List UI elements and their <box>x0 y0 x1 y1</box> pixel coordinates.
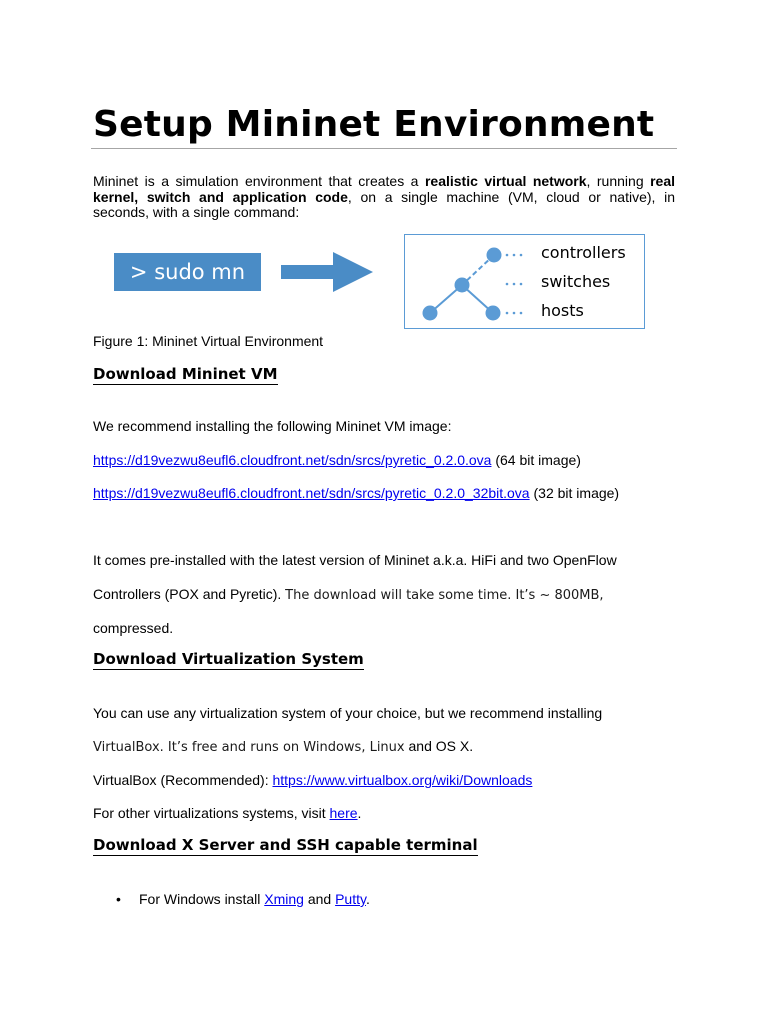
vm-link-32[interactable]: https://d19vezwu8eufl6.cloudfront.net/sdn/srcs/pyretic_0.2.0_32bit.ova <box>93 485 530 501</box>
here-link[interactable]: here <box>329 805 358 821</box>
heading-download-vm: Download Mininet VM <box>93 365 278 383</box>
virtualbox-row: VirtualBox (Recommended): https://www.virtualbox.org/wiki/Downloads <box>93 772 533 788</box>
putty-link[interactable]: Putty <box>335 891 366 907</box>
page-title: Setup Mininet Environment <box>93 104 655 145</box>
right-arrow-icon <box>281 252 373 292</box>
label-controllers: controllers <box>541 243 626 262</box>
topology-diagram <box>404 234 645 329</box>
preinstalled-line-2: Controllers (POX and Pyretic). The download will take some time. It’s ~ 800MB, <box>93 586 604 603</box>
windows-install-row: For Windows install Xming and Putty. <box>139 891 370 907</box>
label-hosts: hosts <box>541 301 584 320</box>
intro-bold-code: kernel, switch and application code <box>93 188 348 205</box>
virtualbox-link[interactable]: https://www.virtualbox.org/wiki/Downloads <box>272 772 533 788</box>
command-box: > sudo mn <box>114 253 261 291</box>
preinstalled-line-1: It comes pre-installed with the latest version of Mininet a.k.a. HiFi and two OpenFlow <box>93 552 617 568</box>
vm-link-64[interactable]: https://d19vezwu8eufl6.cloudfront.net/sdn/srcs/pyretic_0.2.0.ova <box>93 452 492 468</box>
intro-line-3: seconds, with a single command: <box>93 204 300 220</box>
figure-caption: Figure 1: Mininet Virtual Environment <box>93 333 324 349</box>
virt-line-1: You can use any virtualization system of your choice, but we recommend installing <box>93 705 603 721</box>
host-node-right <box>486 306 501 321</box>
heading-xserver: Download X Server and SSH capable terminal <box>93 836 478 854</box>
switch-node <box>455 278 470 293</box>
host-node-left <box>423 306 438 321</box>
label-switches: switches <box>541 272 611 291</box>
figure-graphics <box>0 0 768 360</box>
legend-dots <box>506 254 523 315</box>
other-virt-row: For other virtualizations systems, visit here. <box>93 805 362 821</box>
vm-link-32-row: https://d19vezwu8eufl6.cloudfront.net/sdn/srcs/pyretic_0.2.0_32bit.ova (32 bit image) <box>93 485 620 501</box>
virt-line-2: VirtualBox. It’s free and runs on Windows, Linux and OS X. <box>93 738 474 755</box>
intro-line-2: kernel, switch and application code, on a single machine (VM, cloud or native), in <box>93 188 675 205</box>
controller-node <box>487 248 502 263</box>
heading-virtualization: Download Virtualization System <box>93 650 364 668</box>
preinstalled-line-3: compressed. <box>93 620 174 636</box>
recommend-text: We recommend installing the following Mininet VM image: <box>93 418 452 434</box>
intro-bold-network: realistic virtual network <box>424 173 587 189</box>
vm-link-64-row: https://d19vezwu8eufl6.cloudfront.net/sdn/srcs/pyretic_0.2.0.ova (64 bit image) <box>93 452 581 468</box>
xming-link[interactable]: Xming <box>264 891 304 907</box>
bullet-dot: • <box>116 891 121 907</box>
intro-line-1: Mininet is a simulation environment that creates a realistic virtual network, running real <box>93 173 675 189</box>
